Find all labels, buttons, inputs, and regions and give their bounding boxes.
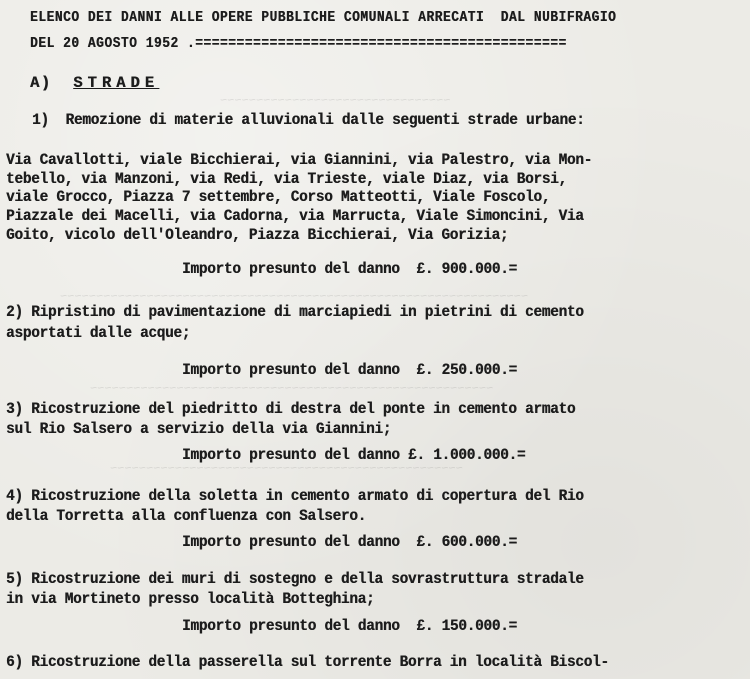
item-4-amount: Importo presunto del danno £. 600.000.= bbox=[182, 533, 517, 551]
item-1-line-7: Goito, vicolo dell'Oleandro, Piazza Bicchierai, Via Gorizia; bbox=[6, 226, 509, 244]
item-2-amount: Importo presunto del danno £. 250.000.= bbox=[182, 361, 517, 379]
show-through-texture: ~~~~~~~~~~~~~~~~~~~~~~~~~~~~~~~~~~~~~~~~~~~~~~~~~~~~~~~~~~~~~~~~~ bbox=[60, 290, 529, 304]
item-5-line-1: 5) Ricostruzione dei muri di sostegno e della sovrastruttura stradale bbox=[6, 570, 584, 588]
item-1-line-6: Piazzale dei Macelli, via Cadorna, via Marructa, Viale Simoncini, Via bbox=[6, 207, 584, 225]
item-3-amount: Importo presunto del danno £. 1.000.000.= bbox=[182, 446, 526, 464]
item-5-amount: Importo presunto del danno £. 150.000.= bbox=[182, 617, 517, 635]
item-4-line-1: 4) Ricostruzione della soletta in cemento armato di copertura del Rio bbox=[6, 487, 584, 505]
section-title: STRADE bbox=[73, 74, 160, 92]
item-2-line-1: 2) Ripristino di pavimentazione di marciapiedi in pietrini di cemento bbox=[6, 303, 584, 321]
item-1-line-3: Via Cavallotti, viale Bicchierai, via Giannini, via Palestro, via Mon- bbox=[6, 151, 593, 169]
item-4-line-2: della Torretta alla confluenza con Salsero. bbox=[6, 507, 366, 525]
section-prefix: A) bbox=[30, 74, 52, 92]
item-3-line-2: sul Rio Salsero a servizio della via Giannini; bbox=[6, 420, 392, 438]
section-heading bbox=[30, 73, 159, 93]
document-title-line-1: ELENCO DEI DANNI ALLE OPERE PUBBLICHE COMUNALI ARRECATI DAL NUBIFRAGIO bbox=[30, 9, 617, 26]
show-through-texture: ~~~~~~~~~~~~~~~~~~~~~~~~~~~~~~~~~~~~~~~~~~~~~~~~~ bbox=[110, 462, 463, 476]
item-1-line-1: 1) Remozione di materie alluvionali dalle seguenti strade urbane: bbox=[32, 111, 585, 129]
show-through-texture: ~~~~~~~~~~~~~~~~~~~~~~~~~~~~~~~~~~~~~~~~~~~~~~~~~~~~~~~~ bbox=[90, 382, 494, 396]
item-5-line-2: in via Mortineto presso località Botteghina; bbox=[6, 590, 375, 608]
item-1-line-4: tebello, via Manzoni, via Redi, via Trieste, viale Diaz, via Borsi, bbox=[6, 170, 567, 188]
item-3-line-1: 3) Ricostruzione del piedritto di destra del ponte in cemento armato bbox=[6, 400, 576, 418]
item-2-line-2: asportati dalle acque; bbox=[6, 324, 191, 342]
item-1-amount: Importo presunto del danno £. 900.000.= bbox=[182, 260, 517, 278]
item-6-line-1: 6) Ricostruzione della passerella sul torrente Borra in località Biscol- bbox=[6, 653, 609, 671]
document-title-line-2: DEL 20 AGOSTO 1952 .============================================= bbox=[30, 35, 567, 52]
item-1-line-5: viale Grocco, Piazza 7 settembre, Corso Matteotti, Viale Foscolo, bbox=[6, 188, 551, 206]
show-through-texture: ~~~~~~~~~~~~~~~~~~~~~~~~~~~~~~~~ bbox=[220, 94, 451, 108]
